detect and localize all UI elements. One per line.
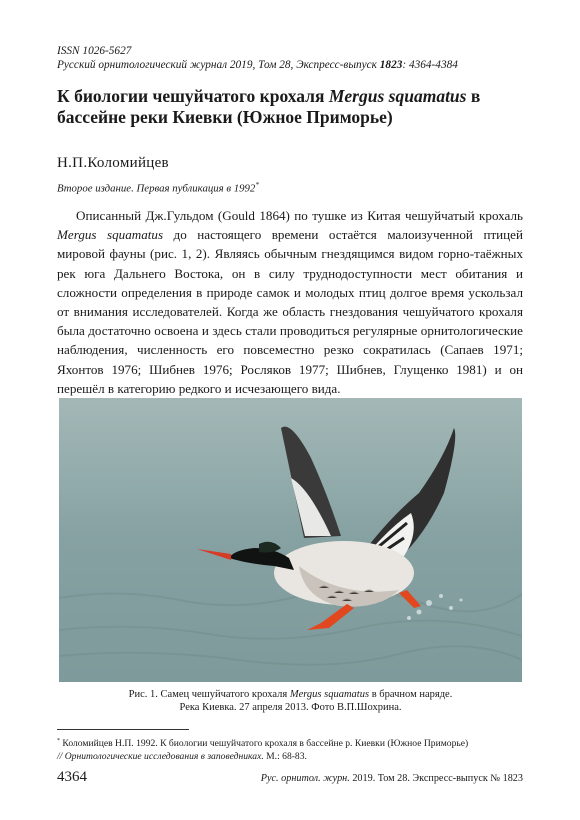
caption-text-1: Рис. 1. Самец чешуйчатого крохаля bbox=[128, 689, 290, 700]
edition-text: Второе издание. Первая публикация в 1992 bbox=[57, 182, 256, 195]
caption-line-2: Река Киевка. 27 апреля 2013. Фото В.П.Шохрина. bbox=[179, 702, 402, 713]
caption-species: Mergus squamatus bbox=[289, 689, 370, 700]
body-species: Mergus squamatus bbox=[57, 227, 164, 243]
title-part-1: К биологии чешуйчатого крохаля bbox=[57, 86, 329, 106]
edition-note bbox=[57, 181, 259, 195]
footnote-source: // Орнитологические исследования в заповедниках. bbox=[57, 750, 264, 762]
body-part-2: до настоящего времени остаётся малоизученной птицей мировой фауны (рис. 1, 2). Являясь обычным гнездящимся видом горно-таёжных рек юга Дальнего Востока, он в силу труднодоступности мест обитания и сложности определения в природе самок и молодых птиц долгое время ускользал от внимания исследователей. Когда же область гнездования чешуйчатого крохаля была достаточно освоена и здесь стали проводиться регулярные орнитологические наблюдения, численность его повсеместно резко сократилась (Сапаев 1971; Яхонтов 1976; Шибнев 1976; Росляков 1977; Шибнев, Глущенко 1981) и он перешёл в категорию редкого и исчезающего вида. bbox=[57, 227, 524, 396]
footnote-divider bbox=[57, 729, 189, 730]
footer-journal-abbrev: Рус. орнитол. журн. bbox=[260, 773, 350, 784]
article-title bbox=[57, 86, 517, 128]
journal-citation-text: Русский орнитологический журнал 2019, Том 28, Экспресс-выпуск bbox=[57, 59, 380, 71]
footnote-mark: * bbox=[255, 181, 259, 189]
page-range: : 4364-4384 bbox=[402, 59, 458, 71]
footnote-line-2 bbox=[57, 751, 527, 764]
footnote bbox=[57, 735, 527, 763]
body-part-1: Описанный Дж.Гульдом (Gould 1864) по тушке из Китая чешуйчатый крохаль bbox=[76, 208, 523, 223]
journal-citation bbox=[57, 58, 527, 72]
issn: ISSN 1026-5627 bbox=[57, 45, 132, 57]
caption-text-2: в брачном наряде. bbox=[369, 689, 453, 700]
figure-caption bbox=[59, 688, 522, 714]
figure-photo bbox=[59, 398, 522, 682]
title-part-2: в бассейне реки Киевки (Южное Приморье) bbox=[57, 86, 481, 127]
title-species: Mergus squamatus bbox=[328, 86, 467, 106]
caption-line-1 bbox=[59, 688, 522, 701]
author: Н.П.Коломийцев bbox=[57, 155, 169, 171]
journal-header bbox=[57, 44, 527, 72]
footer-journal-ref bbox=[261, 773, 523, 784]
footnote-asterisk: * bbox=[57, 738, 60, 744]
issue-number: 1823 bbox=[379, 59, 403, 71]
body-paragraph bbox=[57, 206, 523, 398]
footnote-text-1: Коломийцев Н.П. 1992. К биологии чешуйчатого крохаля в бассейне р. Киевки (Южное Приморье) bbox=[60, 738, 469, 750]
footer-issue: 2019. Том 28. Экспресс-выпуск № 1823 bbox=[349, 773, 523, 784]
page-number: 4364 bbox=[57, 769, 87, 785]
footnote-pages: М.: 68-83. bbox=[263, 750, 307, 762]
footnote-line-1 bbox=[57, 735, 527, 751]
merganser-photo-illustration bbox=[59, 398, 522, 682]
